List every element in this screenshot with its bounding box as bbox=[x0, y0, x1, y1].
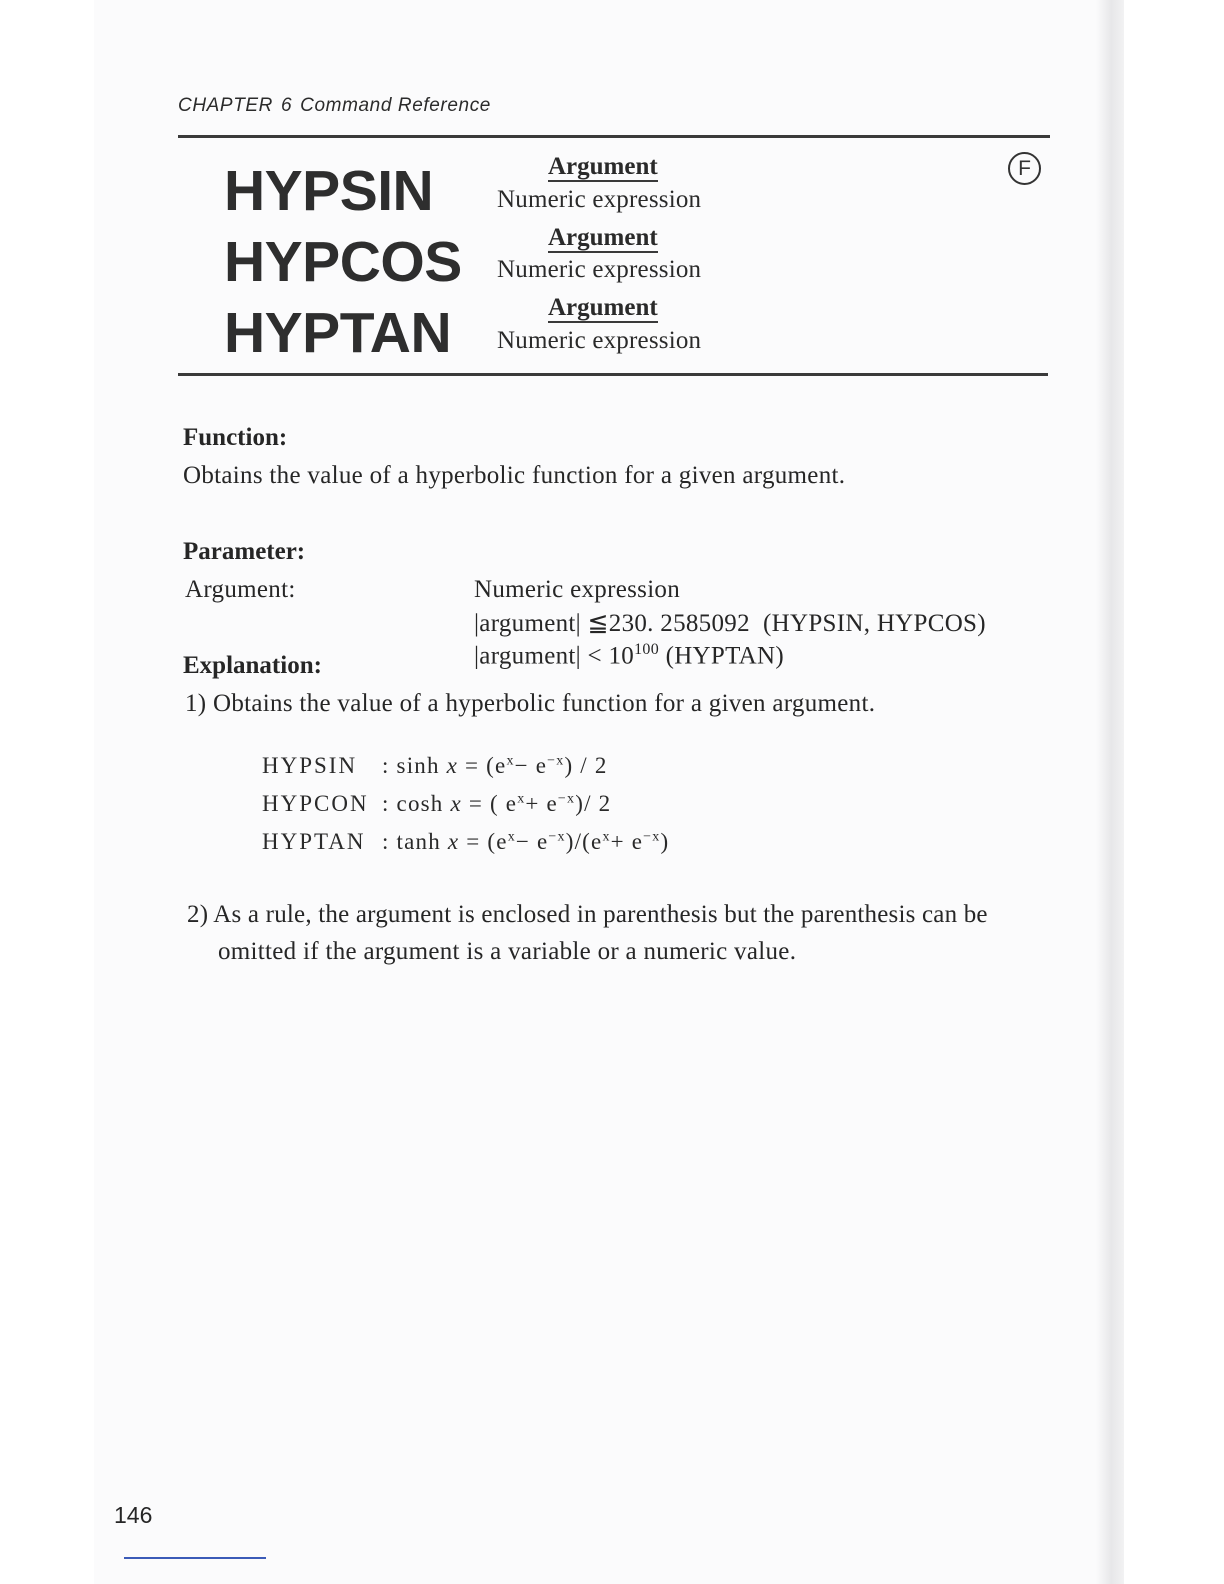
formula-term: ) / 2 bbox=[564, 753, 608, 778]
formula-term: (e bbox=[486, 753, 507, 778]
formula-exponent: x bbox=[602, 829, 611, 845]
formula-name: HYPTAN bbox=[262, 829, 366, 854]
formula-name: HYPCON bbox=[262, 791, 369, 816]
explanation-item-1: 1) Obtains the value of a hyperbolic function for a given argument. bbox=[185, 690, 876, 717]
page-margin-right bbox=[1124, 0, 1224, 1584]
range-2-operator: < bbox=[587, 642, 602, 670]
f-circle-icon: F bbox=[1008, 152, 1041, 185]
formula-exponent: x bbox=[507, 829, 516, 845]
formula-term: ( e bbox=[489, 791, 518, 816]
formula-term: − e bbox=[514, 753, 548, 778]
page-gutter-shadow bbox=[1096, 0, 1124, 1584]
range-2-base: 10 bbox=[608, 642, 635, 670]
argument-value-hyptan: Numeric expression bbox=[497, 327, 702, 354]
argument-label-hypsin: Argument bbox=[548, 154, 658, 182]
formula-term: )/(e bbox=[565, 829, 603, 854]
bottom-rule bbox=[178, 373, 1048, 376]
formula-function: sinh bbox=[396, 753, 440, 778]
explanation-item-2-line-2: omitted if the argument is a variable or a numeric value. bbox=[218, 938, 797, 965]
range-2-exponent: 100 bbox=[634, 641, 660, 658]
formula-term: (e bbox=[487, 829, 508, 854]
explanation-item-2-line-1: 2) As a rule, the argument is enclosed in parenthesis but the parenthesis can be bbox=[187, 901, 988, 928]
formula-term: − e bbox=[515, 829, 549, 854]
page-margin-left bbox=[0, 0, 94, 1584]
formula-exponent: x bbox=[506, 753, 515, 769]
scan-artifact-line bbox=[124, 1557, 266, 1559]
explanation-heading: Explanation: bbox=[183, 652, 322, 679]
formula-function: cosh bbox=[396, 791, 444, 816]
formula-exponent: x bbox=[517, 791, 526, 807]
formula-hyptan: HYPTAN : $\tanh x = (e^x- e^{-x})/(e^x+ e^{-x})$ bbox=[262, 829, 670, 854]
parameter-label: Argument: bbox=[185, 576, 296, 603]
formula-function: tanh bbox=[396, 829, 441, 854]
formula-hypsin: HYPSIN : $\sinh x = (e^x- e^{-x}) / 2$ bbox=[262, 753, 608, 778]
formula-term: ) bbox=[660, 829, 670, 854]
range-2-prefix: |argument| bbox=[474, 642, 581, 670]
formula-hypcon: HYPCON : cosh x = ( $e^x+ e^{-x})/$ 2 bbox=[262, 791, 612, 816]
formula-exponent: −x bbox=[643, 829, 661, 845]
chapter-label: CHAPTER bbox=[178, 95, 273, 116]
parameter-value: Numeric expression bbox=[474, 576, 681, 603]
command-name-hypsin: HYPSIN bbox=[224, 159, 434, 223]
command-name-hypcos: HYPCOS bbox=[224, 230, 462, 294]
function-text: Obtains the value of a hyperbolic function for a given argument. bbox=[183, 462, 846, 489]
parameter-range-hyptan bbox=[474, 641, 784, 670]
command-name-hyptan: HYPTAN bbox=[224, 301, 452, 365]
range-1-suffix: (HYPSIN, HYPCOS) bbox=[763, 610, 986, 637]
formula-term: + e bbox=[525, 791, 558, 816]
chapter-number: 6 bbox=[281, 95, 293, 116]
formula-term: + e bbox=[610, 829, 644, 854]
range-1-value: 230. 2585092 bbox=[608, 610, 750, 637]
argument-label-hyptan: Argument bbox=[548, 295, 658, 323]
top-rule bbox=[178, 135, 1050, 138]
parameter-range-hypsin-hypcos bbox=[474, 608, 986, 638]
formula-name: HYPSIN bbox=[262, 753, 358, 778]
chapter-header bbox=[178, 95, 491, 117]
formula-exponent: −x bbox=[548, 829, 566, 845]
parameter-heading: Parameter: bbox=[183, 538, 306, 565]
argument-value-hypsin: Numeric expression bbox=[497, 186, 702, 213]
argument-value-hypcos: Numeric expression bbox=[497, 256, 702, 283]
range-1-operator: ≦ bbox=[587, 610, 609, 637]
range-2-suffix: (HYPTAN) bbox=[665, 642, 785, 670]
formula-exponent: −x bbox=[547, 753, 565, 769]
page-number: 146 bbox=[114, 1502, 153, 1528]
formula-exponent: −x bbox=[557, 791, 576, 807]
argument-label-hypcos: Argument bbox=[548, 225, 658, 253]
chapter-title: Command Reference bbox=[300, 95, 491, 116]
range-1-prefix: |argument| bbox=[474, 610, 581, 637]
formula-term: )/ 2 bbox=[575, 791, 612, 816]
function-heading: Function: bbox=[183, 424, 288, 451]
